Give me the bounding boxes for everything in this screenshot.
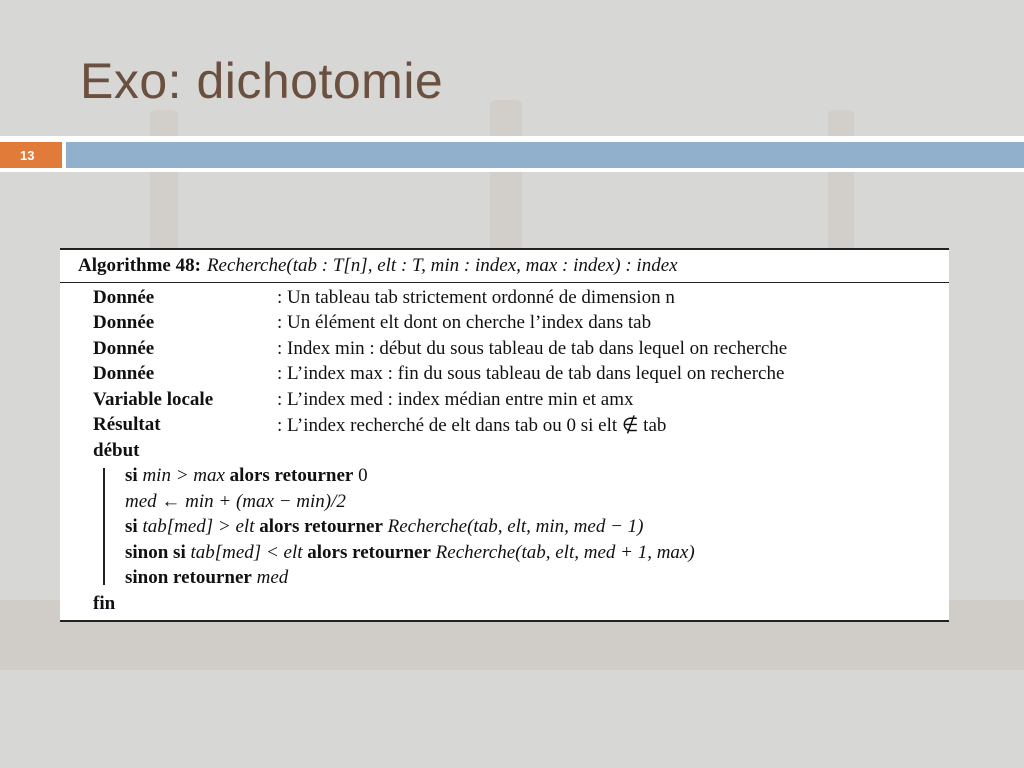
body-result: 0 (353, 465, 368, 487)
body-line (125, 489, 949, 515)
param-text: : L’index recherché de elt dans tab ou 0 si elt ∉ tab (277, 414, 667, 436)
param-row (93, 362, 949, 388)
accent-bar (66, 142, 1024, 168)
algorithm-header (60, 250, 949, 283)
param-label: Résultat (93, 414, 161, 436)
body-line (125, 464, 949, 490)
param-label: Variable locale (93, 388, 214, 410)
param-row (93, 336, 949, 362)
body-keyword: sinon si (125, 541, 186, 563)
algorithm-label: Algorithme 48: (78, 255, 201, 276)
param-label: Donnée (93, 337, 155, 359)
param-row (93, 413, 949, 439)
algorithm-box (60, 248, 949, 622)
background-post-left (150, 110, 178, 250)
slide-number: 13 (0, 142, 62, 168)
param-text: : Un tableau tab strictement ordonné de dimension n (277, 286, 675, 308)
algorithm-body (93, 464, 949, 592)
param-text: : Index min : début du sous tableau de tab dans lequel on recherche (277, 337, 788, 359)
param-text: : L’index med : index médian entre min et amx (277, 388, 634, 410)
param-text: : Un élément elt dont on cherche l’index dans tab (277, 312, 652, 334)
body-keyword: alors retourner (259, 516, 383, 538)
param-row (93, 311, 949, 337)
body-keyword: sinon retourner (125, 567, 252, 589)
body-keyword: si (125, 516, 138, 538)
body-expression: med (251, 567, 289, 589)
algorithm-rows (60, 283, 949, 617)
body-expression: med ← min + (max − min)/2 (125, 490, 346, 512)
body-bracket-line (103, 468, 105, 586)
body-line (125, 566, 949, 592)
body-expression: tab[med] < elt (185, 541, 308, 563)
param-label: Donnée (93, 286, 155, 308)
background-post-right (828, 110, 854, 250)
param-text: : L’index max : fin du sous tableau de tab dans lequel on recherche (277, 363, 785, 385)
begin-keyword: début (93, 439, 140, 461)
param-row (93, 387, 949, 413)
body-result: Recherche(tab, elt, min, med − 1) (382, 516, 644, 538)
body-keyword: si (125, 465, 138, 487)
body-keyword: alors retourner (307, 541, 431, 563)
end-keyword: fin (93, 592, 116, 614)
algorithm-signature: Recherche(tab : T[n], elt : T, min : index, max : index) : index (206, 255, 678, 276)
param-row (93, 285, 949, 311)
body-expression: tab[med] > elt (137, 516, 260, 538)
background-post-middle (490, 100, 522, 250)
body-line (125, 540, 949, 566)
param-label: Donnée (93, 312, 155, 334)
param-label: Donnée (93, 363, 155, 385)
body-line (125, 515, 949, 541)
slide-title: Exo: dichotomie (80, 53, 444, 109)
body-keyword: alors retourner (229, 465, 354, 487)
body-expression: min > max (137, 465, 230, 487)
body-result: Recherche(tab, elt, med + 1, max) (430, 541, 695, 563)
